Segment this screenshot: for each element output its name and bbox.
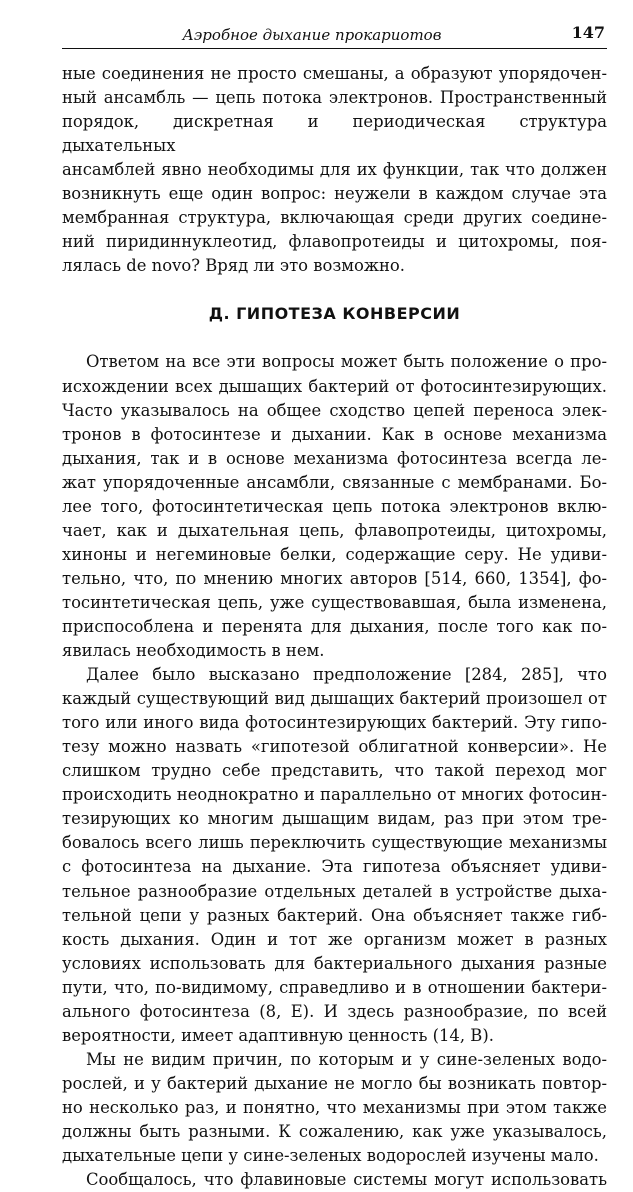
text-line: кость дыхания. Один и тот же организм может в разных: [62, 929, 607, 949]
text-line: Сообщалось, что флавиновые системы могут использовать: [86, 1170, 607, 1190]
text-line: жат упорядоченные ансамбли, связанные с мембранами. Бо-: [62, 472, 607, 492]
text-line: ального фотосинтеза (8, E). И здесь разнообразие, по всей: [62, 1001, 607, 1021]
paragraph-2: [62, 663, 607, 1048]
text-line: тельно, что, по мнению многих авторов [514, 660, 1354], фо-: [62, 568, 607, 588]
text-line: чает, как и дыхательная цепь, флавопротеиды, цитохромы,: [62, 520, 607, 540]
intro-paragraph: [62, 62, 607, 278]
paragraph-4: [62, 1168, 607, 1192]
text-line: дыхательные цепи у сине-зеленых водорослей изучены мало.: [62, 1146, 599, 1166]
text-line: тосинтетическая цепь, уже существовавшая, была изменена,: [62, 592, 607, 612]
running-title: Аэробное дыхание прокариотов: [182, 26, 442, 44]
body-text: [62, 62, 607, 1192]
text-line: ные соединения не просто смешаны, а образуют упорядочен-: [62, 64, 607, 83]
text-line: порядок, дискретная и периодическая структура дыхательных: [62, 112, 607, 156]
text-line: тельной цепи у разных бактерий. Она объясняет также гиб-: [62, 905, 607, 925]
text-line: слишком трудно себе представить, что такой переход мог: [62, 761, 607, 781]
text-line: тезирующих ко многим дышащим видам, раз при этом тре-: [62, 809, 607, 829]
paragraph-1: [62, 350, 607, 663]
section-heading: Д. ГИПОТЕЗА КОНВЕРСИИ: [208, 304, 461, 324]
text-line: ный ансамбль — цепь потока электронов. Пространственный: [62, 88, 607, 108]
text-line: ний пиридиннуклеотид, флавопротеиды и цитохромы, поя-: [62, 232, 607, 252]
text-line: должны быть разными. К сожалению, как уже указывалось,: [62, 1121, 607, 1141]
text-line: исхождении всех дышащих бактерий от фотосинтезирующих.: [62, 376, 607, 396]
text-line: тельное разнообразие отдельных деталей в устройстве дыха-: [62, 881, 607, 901]
text-line: явилась необходимость в нем.: [62, 641, 325, 661]
text-line: лялась de novo? Вряд ли это возможно.: [62, 256, 405, 276]
text-line: условиях использовать для бактериального дыхания разные: [62, 953, 607, 973]
text-line: тронов в фотосинтезе и дыхании. Как в основе механизма: [62, 424, 607, 444]
text-line: каждый существующий вид дышащих бактерий произошел от: [62, 689, 607, 709]
text-line: приспособлена и перенята для дыхания, после того как по-: [62, 616, 607, 636]
text-line: ансамблей явно необходимы для их функции, так что должен: [62, 160, 607, 180]
text-line: вероятности, имеет адаптивную ценность (14, B).: [62, 1025, 494, 1045]
text-line: того или иного вида фотосинтезирующих бактерий. Эту гипо-: [62, 713, 607, 733]
text-line: хиноны и негеминовые белки, содержащие серу. Не удиви-: [62, 544, 607, 564]
text-line: рослей, и у бактерий дыхание не могло бы возникать повтор-: [62, 1073, 607, 1093]
running-header: [62, 22, 607, 49]
text-line: происходить неоднократно и параллельно от многих фотосин-: [62, 785, 607, 805]
text-line: тезу можно назвать «гипотезой облигатной конверсии». Не: [62, 737, 607, 757]
text-line: возникнуть еще один вопрос: неужели в каждом случае эта: [62, 184, 607, 204]
text-line: мембранная структура, включающая среди других соедине-: [62, 208, 607, 228]
text-line: пути, что, по-видимому, справедливо и в отношении бактери-: [62, 977, 607, 997]
text-line: дыхания, так и в основе механизма фотосинтеза всегда ле-: [62, 448, 607, 468]
text-line: Ответом на все эти вопросы может быть положение о про-: [86, 352, 607, 372]
text-line: Далее было высказано предположение [284, 285], что: [86, 665, 607, 685]
paragraph-3: [62, 1048, 607, 1168]
text-line: Часто указывалось на общее сходство цепей переноса элек-: [62, 400, 607, 420]
text-line: бовалось всего лишь переключить существующие механизмы: [62, 833, 607, 853]
page-number: 147: [571, 23, 605, 42]
text-line: Мы не видим причин, по которым и у сине-зеленых водо-: [86, 1049, 607, 1069]
text-line: с фотосинтеза на дыхание. Эта гипотеза объясняет удиви-: [62, 857, 607, 877]
text-line: но несколько раз, и понятно, что механизмы при этом также: [62, 1097, 607, 1117]
text-line: лее того, фотосинтетическая цепь потока электронов вклю-: [62, 496, 607, 516]
